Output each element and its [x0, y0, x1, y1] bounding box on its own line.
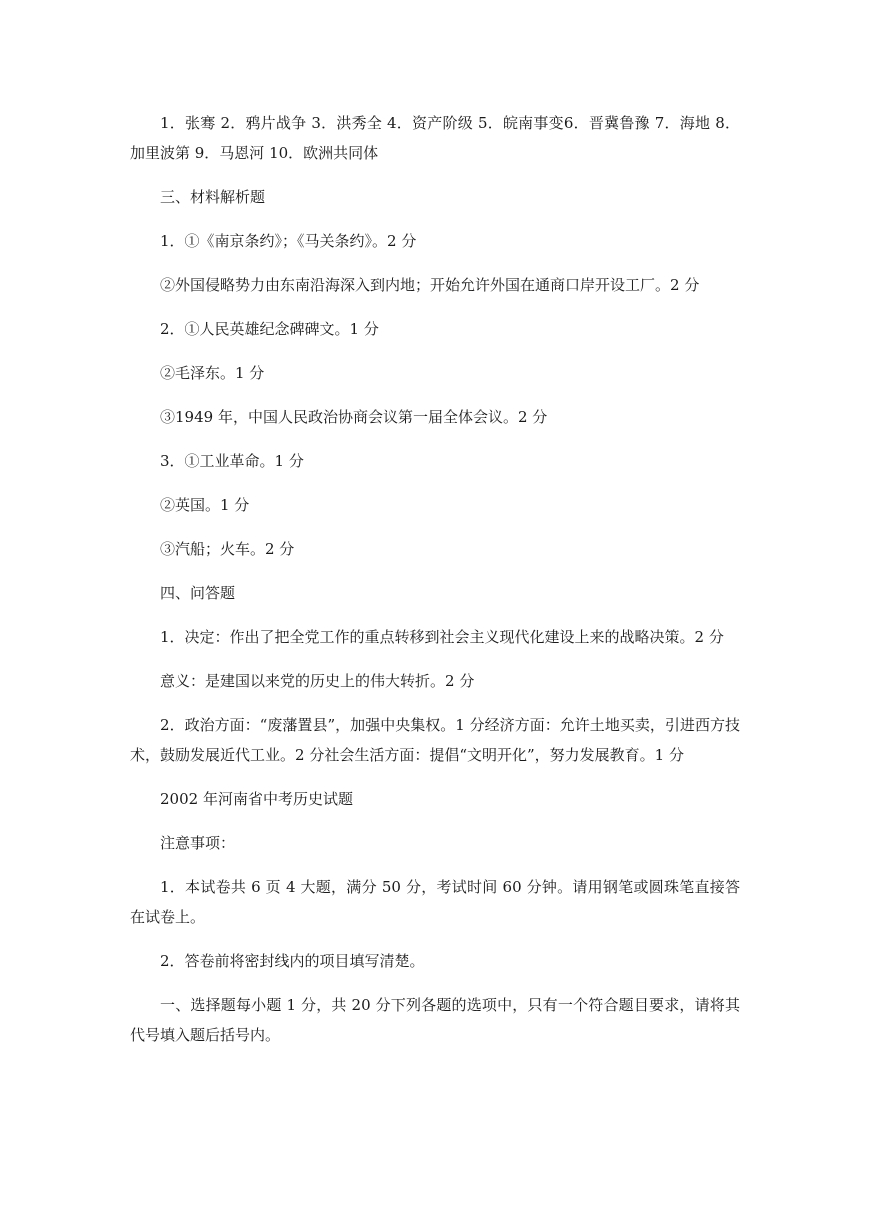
- answer-paragraph: 3．①工业革命。1 分: [160, 452, 304, 470]
- exam-title: 2002 年河南省中考历史试题: [160, 790, 353, 808]
- answer-paragraph: ③汽船；火车。2 分: [160, 540, 295, 558]
- notice-item: 2．答卷前将密封线内的项目填写清楚。: [160, 952, 425, 970]
- section-instructions-multiple-choice: 一、选择题每小题 1 分，共 20 分下列各题的选项中，只有一个符合题目要求，请将其代号填入题后括号内。: [130, 996, 740, 1044]
- notice-item: 1．本试卷共 6 页 4 大题，满分 50 分，考试时间 60 分钟。请用钢笔或圆珠笔直接答在试卷上。: [130, 878, 740, 926]
- document-body: [130, 108, 740, 1064]
- answer-fill-in-list: 1．张骞 2．鸦片战争 3．洪秀全 4．资产阶级 5．皖南事变6．晋冀鲁豫 7．海地 8．加里波第 9．马恩河 10．欧洲共同体: [130, 114, 740, 162]
- answer-paragraph: ②英国。1 分: [160, 496, 250, 514]
- answer-paragraph: 意义：是建国以来党的历史上的伟大转折。2 分: [160, 672, 475, 690]
- answer-paragraph: ②外国侵略势力由东南沿海深入到内地；开始允许外国在通商口岸开设工厂。2 分: [160, 276, 700, 294]
- section-heading-questions: 四、问答题: [160, 584, 236, 602]
- section-heading-material-analysis: 三、材料解析题: [160, 188, 266, 206]
- answer-paragraph: ③1949 年，中国人民政治协商会议第一届全体会议。2 分: [160, 408, 548, 426]
- answer-paragraph: 2．①人民英雄纪念碑碑文。1 分: [160, 320, 379, 338]
- answer-paragraph: ②毛泽东。1 分: [160, 364, 265, 382]
- answer-paragraph: 1．①《南京条约》；《马关条约》。2 分: [160, 232, 417, 250]
- notice-heading: 注意事项：: [160, 834, 236, 852]
- answer-paragraph: 1．决定：作出了把全党工作的重点转移到社会主义现代化建设上来的战略决策。2 分: [160, 628, 724, 646]
- answer-paragraph: 2．政治方面：“废藩置县”，加强中央集权。1 分经济方面：允许土地买卖，引进西方技术，鼓励发展近代工业。2 分社会生活方面：提倡“文明开化”，努力发展教育。1 分: [130, 716, 740, 764]
